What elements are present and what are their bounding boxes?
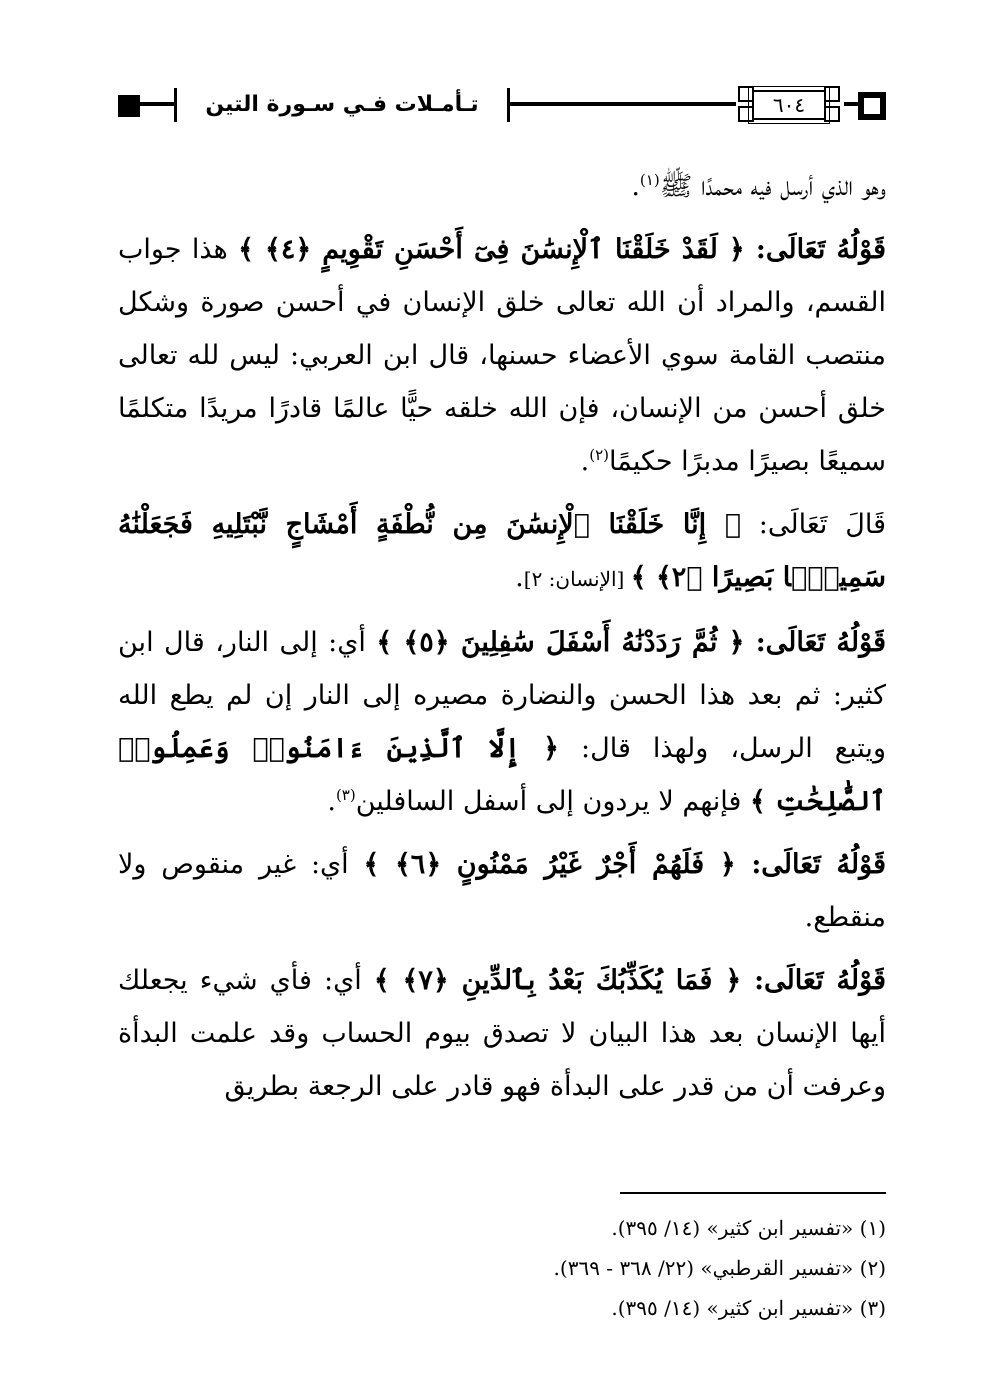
main-text bbox=[118, 160, 886, 1123]
quran-verse: ﴿ فَمَا يُكَذِّبُكَ بَعْدُ بِٱلدِّينِ ﴿٧﴾ ﴾ bbox=[373, 965, 742, 996]
quran-verse: ﴿ إِنَّا خَلَقْنَا ٱلْإِنسَٰنَ مِن نُّطْفَةٍ أَمْشَاجٍ نَّبْتَلِيهِ فَجَعَلْنَٰهُ سَمِيعًۢا بَصِيرًا ﴿٢﴾ ﴾ bbox=[118, 509, 886, 593]
header-rule-middle bbox=[506, 102, 736, 106]
footnotes bbox=[118, 1208, 886, 1328]
verse-intro: قَوْلُهُ تَعَالَى: bbox=[744, 234, 887, 265]
verse-intro: قَوْلُهُ تَعَالَى: bbox=[735, 849, 886, 880]
footnote-1: (١) «تفسير ابن كثير» (١٤/ ٣٩٥). bbox=[611, 1216, 886, 1240]
paragraph bbox=[118, 223, 886, 488]
header-square-ornament bbox=[118, 95, 140, 117]
page-header bbox=[118, 86, 886, 126]
quran-verse: ﴿ لَقَدْ خَلَقْنَا ٱلْإِنسَٰنَ فِىٓ أَحْسَنِ تَقْوِيمٍ ﴿٤﴾ ﴾ bbox=[238, 234, 745, 265]
verse-reference: [الإنسان: ٢] bbox=[523, 567, 631, 591]
commentary-text: أي: غير منقوص ولا منقطع. bbox=[118, 849, 886, 933]
commentary-text: قَالَ تَعَالَى: bbox=[740, 509, 887, 540]
paragraph bbox=[118, 160, 886, 213]
footnote-separator bbox=[620, 1192, 886, 1194]
corner-ornament-icon bbox=[824, 106, 840, 122]
footnote-marker: (١) bbox=[639, 171, 660, 189]
commentary-text: هذا جواب القسم، والمراد أن الله تعالى خلق الإنسان في أحسن صورة وشكل منتصب القامة سوي الأعضاء حسنها، قال ابن العربي: ليس لله تعالى خلق أحسن من الإنسان، فإن الله خلقه حيًّا عالمًا قادرًا مريدًا متكلمًا سميعًا بصيرًا مدبرًا حكيمًا bbox=[118, 234, 886, 477]
commentary-text: فإنهم لا يردون إلى أسفل السافلين bbox=[355, 786, 751, 817]
verse-intro: قَوْلُهُ تَعَالَى: bbox=[744, 627, 886, 658]
verse-intro: قَوْلُهُ تَعَالَى: bbox=[741, 965, 886, 996]
page-number: ٦٠٤ bbox=[752, 90, 826, 120]
commentary-text: . bbox=[515, 562, 524, 593]
footnote-marker: (٢) bbox=[589, 446, 609, 464]
running-title: تـأمـلات فـي سـورة التين bbox=[174, 88, 510, 122]
quran-verse: ﴿ فَلَهُمْ أَجْرٌ غَيْرُ مَمْنُونٍ ﴿٦﴾ ﴾ bbox=[363, 849, 736, 880]
page-number-frame bbox=[734, 86, 844, 124]
header-hollow-square-ornament bbox=[858, 92, 886, 120]
commentary-text: أي: إلى النار، قال ابن كثير: ثم بعد هذا الحسن والنضارة مصيره إلى النار إن لم يطع الله ويتبع الرسل، ولهذا قال: bbox=[118, 627, 886, 764]
paragraph bbox=[118, 498, 886, 606]
corner-ornament-icon bbox=[824, 86, 840, 102]
commentary-text: . bbox=[327, 786, 336, 817]
paragraph bbox=[118, 954, 886, 1113]
paragraph bbox=[118, 838, 886, 944]
commentary-text: . bbox=[580, 446, 590, 477]
footnote-3: (٣) «تفسير ابن كثير» (١٤/ ٣٩٥). bbox=[611, 1296, 886, 1320]
commentary-text: أي: فأي شيء يجعلك أيها الإنسان بعد هذا البيان لا تصدق بيوم الحساب وقد علمت البدأة وعرفت أن من قدر على البدأة فهو قادر على الرجعة بطريق bbox=[118, 965, 886, 1102]
footnote-2: (٢) «تفسير القرطبي» (٢٢/ ٣٦٨ - ٣٦٩). bbox=[553, 1256, 886, 1280]
commentary-text: وهو الذي أرسل فيه محمدًا ﷺ bbox=[659, 171, 886, 202]
quran-verse: ﴿ إِلَّا ٱلَّذِينَ ءَامَنُوا۟ وَعَمِلُوا۟ ٱلصَّٰلِحَٰتِ ﴾ bbox=[118, 733, 886, 817]
header-rule-left bbox=[140, 102, 176, 106]
quran-verse: ﴿ ثُمَّ رَدَدْنَٰهُ أَسْفَلَ سَٰفِلِينَ ﴿٥﴾ ﴾ bbox=[376, 627, 745, 658]
commentary-text: . bbox=[631, 171, 640, 202]
paragraph bbox=[118, 616, 886, 828]
footnote-marker: (٣) bbox=[335, 786, 356, 804]
